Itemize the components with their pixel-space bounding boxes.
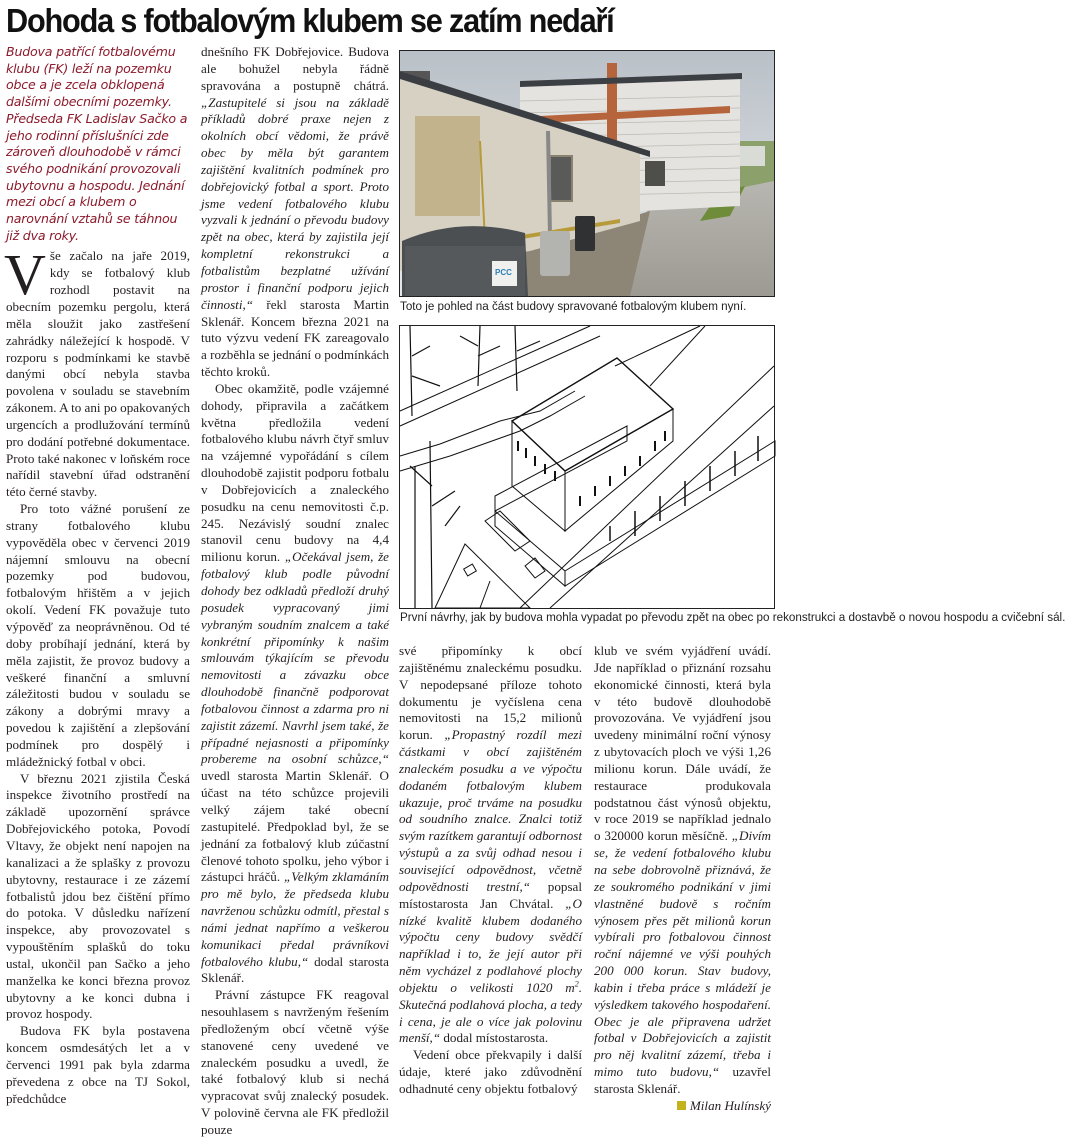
paragraph: klub ve svém vyjádření uvádí. Jde například o přiznání rozsahu ekonomické činnosti, která byla v této budově dlouhodobě provozována. Ve vyjádření jsou uvedeny minimální roční výnosy z ubytovacích ploch ve výši 1,26 milionu korun. Dále uvádí, že restaurace produkovala podstatnou část výnosů objektu, v roce 2019 se například jednalo o 320000 korun měsíčně. „Divím se, že vedení fotbalového klubu na sebe dobrovolně přiznává, že ze soukromého podnikání v jimi vlastněné budově s ročním výnosem přes pět milionů korun vybírali pro fotbalovou činnost roční nájemné ve výši pouhých 200 000 korun. Stav budovy, kabin i třeba práce s mládeží je výsledkem takového hospodaření. Obec je ale připravena udržet fotbal v Dobřejovicích a zajistit pro něj kvalitní zázemí, třeba i mimo tuto budovu,“ uzavřel starosta Sklenář. Milan Hulínský (594, 643, 771, 1113)
quote: . Skutečná podlahová plocha, a tedy i cena, je ale o více jak polovinu menší,“ (399, 979, 582, 1046)
author-signature (677, 1098, 771, 1115)
paragraph: dnešního FK Dobřejovice. Budova ale bohužel nebyla řádně spravována a postupně chátrá. „Zastupitelé si jsou na základě příkladů dobré praxe nejen z okolních obcí vědomi, že právě obec by měla být garantem zajištění kvalitních podmínek pro dobřejovický fotbal a sport. Proto jsme vedení fotbalového klubu vyzvali k jednání o převodu budovy zpět na obec, která by zajistila její kompletní rekonstrukci a fotbalistům bezplatné užívání prostor i finanční podporu jejich činnosti,“ řekl starosta Martin Sklenář. Koncem března 2021 na tuto výzvu vedení FK zareagovalo a rozběhla se jednání o podmínkách těchto kroků. (201, 44, 389, 380)
quote: „O nízké kvalitě klubem dodaného výpočtu ceny budovy svědčí například i to, že její autor při něm vycházel z podlahové plochy objektu o velikosti 1020 m (399, 895, 582, 995)
bin-logo: PCC (495, 268, 512, 277)
paragraph: V březnu 2021 zjistila Česká inspekce životního prostředí na základě upozornění správce Dobřejovického potoka, Povodí Vltavy, že objekt není napojen na kanalizaci a že splašky z provozu ubytovny, restaurace i ze zázemí fotbalistů jdou bez čištění přímo do potoka. V důsledku nařízení inspekce, aby provozovatel s vypouštěním splašků do toku ustal, ukončil pan Sačko a jeho manželka ke konci března provoz ubytovny a ke konci dubna i provoz hospody. (6, 770, 190, 1022)
building-sketch-image (400, 326, 774, 608)
quote: „Velkým zklamáním pro mě bylo, že předseda klubu navrženou schůzku odmítl, přestal s námi jednat napřímo a veškerou komunikaci předal právníkovi fotbalového klubu,“ (201, 869, 389, 969)
drop-cap: V (4, 242, 46, 308)
article-column-2 (201, 44, 389, 1139)
article-column-1 (6, 44, 190, 1107)
paragraph: Budova FK byla postavena koncem osmdesátých let a v červenci 1991 pak byla zdarma převedena z obce na TJ Sokol, předchůdce (6, 1023, 190, 1106)
paragraph: Pro toto vážné porušení ze strany fotbalového klubu vypověděla obec v červenci 2019 nájemní smlouvu na obecní pozemky pod budovou, fotbalovým hřištěm a v jejich okolí. Vedení FK považuje tuto výpověď za neoprávněnou. Od té doby probíhají jednání, která by měla zajistit, že provoz budovy a veškeré finanční a smluvní záležitosti budou v souladu se zákony a dobrými mravy a povedou k zajištění a zlepšování podmínek pro dospělý i mládežnický fotbal v obci. (6, 501, 190, 769)
article-column-4 (594, 643, 771, 1115)
paragraph: Obec okamžitě, podle vzájemné dohody, připravila a začátkem května předložila vedení fotbalového klubu návrh čtyř smluv na vzájemné vypořádání s cílem dlouhodobě zajistit podporu fotbalu v Dobřejovicích a znaleckého posudku na cenu nemovitosti č.p. 245. Nezávislý soudní znalec stanovil cenu budovy na 4,4 milionu korun. „Očekával jsem, že fotbalový klub podle původní dohody bez odkladů předloží druhý posudek vypracovaný jimi vybraným soudním znalcem a také konkrétní připomínky k našim smlouvám týkajícím se převodu nemovitosti a závazku obce dlouhodobě finančně podporovat fotbalovou činnost a zdarma pro ni zajistit zázemí. Navrhl jsem také, že případné nejasnosti a připomínky probereme na osobní schůzce,“ uvedl starosta Martin Sklenář. O účast na této schůzce projevili velký zájem také obecní zastupitelé. Předpoklad byl, že se jednání za fotbalový klub zúčastní členové tohoto spolku, jeho výbor i zástupci hráčů. „Velkým zklamáním pro mě bylo, že předseda klubu navrženou schůzku odmítl, přestal s námi jednat napřímo a veškerou komunikaci předal právníkovi fotbalového klubu,“ dodal starosta Sklenář. (201, 380, 389, 986)
architectural-drawing (399, 325, 775, 609)
author-name: Milan Hulínský (689, 1097, 771, 1113)
article-lead: Budova patřící fotbalovému klubu (FK) leží na pozemku obce a je zcela obklopená dalšími obecními pozemky. Předseda FK Ladislav Sačko a jeho rodinní příslušníci zde zároveň dlouhodobě v rámci svého podnikání provozovali ubytovnu a hospodu. Jednání mezi obcí a klubem o narovnání vztahů se táhnou již dva roky. (6, 44, 188, 243)
paragraph: Právní zástupce FK reagoval nesouhlasem s navrženým řešením předloženým obcí včetně výše stanovené ceny uvedené ve znaleckém posudku a uvedl, že také fotbalový klub si nechá vypracovat svůj znalecký posudek. V polovině června ale FK předložil pouze (201, 987, 389, 1137)
paragraph: Vedení obce překvapily i další údaje, které jako zdůvodnění odhadnuté ceny objektu fotbalový (399, 1047, 582, 1096)
quote: „Zastupitelé si jsou na základě příkladů dobré praxe nejen z okolních obcí vědomi, že právě obec by měla být garantem zajištění kvalitních podmínek pro dobřejovický fotbal a sport. Proto jsme vedení fotbalového klubu vyzvali k jednání o převodu budovy zpět na obec, která by zajistila její kompletní rekonstrukci a fotbalistům bezplatné užívání prostor i finanční podporu jejich činnosti,“ (201, 94, 389, 312)
building-photo (399, 50, 775, 297)
quote: „Divím se, že vedení fotbalového klubu na sebe dobrovolně přiznává, že ze soukromého podnikání v jimi vlastněné budově s ročním výnosem přes pět milionů korun vybírali pro fotbalovou činnost roční nájemné ve výši pouhých 200 000 korun. Stav budovy, kabin i třeba práce s mládeží je výsledkem takového hospodaření. Obec je ale připravena udržet fotbal v Dobřejovicích a zajistit pro něj kvalitní zázemí, třeba i mimo tuto budovu,“ (594, 828, 771, 1080)
building-photo-image (400, 51, 774, 296)
article-column-3 (399, 643, 582, 1098)
superscript: 2 (574, 979, 579, 989)
author-mark-icon (677, 1101, 686, 1110)
article-headline: Dohoda s fotbalovým klubem se zatím nedaří (6, 2, 614, 39)
paragraph: Vše začalo na jaře 2019, kdy se fotbalový klub rozhodl postavit na obecním pozemku pergolu, která měla sloužit jako zastřešení zahrádky náležející k hospodě. V rozporu s podmínkami ke stavbě danými obcí nebyla stavba povolena v souladu se stavebním zákonem. A to ani po opakovaných urgencích a prodlužování termínů pro dodání potřebné dokumentace. Proto také nakonec v loňském roce nařídil stavební úřad odstranění této černé stavby. (4, 242, 190, 500)
quote: „Propastný rozdíl mezi částkami v obcí zajištěném znaleckém posudku a ve výpočtu dodaném fotbalovým klubem ukazuje, proč trváme na posudku od soudního znalce. Znalci totiž svým razítkem garantují odbornost výstupů a za svůj odhad nesou i související odpovědnost, včetně odpovědnosti trestní,“ (399, 727, 582, 894)
photo-caption: Toto je pohled na část budovy spravované fotbalovým klubem nyní. (400, 299, 747, 313)
paragraph: své připomínky k obcí zajištěnému znaleckému posudku. V nepodepsané příloze tohoto dokumentu je vyčíslena cena nemovitosti na 15,2 milionů korun. „Propastný rozdíl mezi částkami v obcí zajištěném znaleckém posudku a ve výpočtu dodaném fotbalovým klubem ukazuje, proč trváme na posudku od soudního znalce. Znalci totiž svým razítkem garantují odbornost výstupů a za svůj odhad nesou i související odpovědnost, včetně odpovědnosti trestní,“ popsal místostarosta Jan Chvátal. „O nízké kvalitě klubem dodaného výpočtu ceny budovy svědčí například i to, že její autor při něm vycházel z podlahové plochy objektu o velikosti 1020 $m^2$. Skutečná podlahová plocha, a tedy i cena, je ale o více jak polovinu menší,“ dodal místostarosta. (399, 643, 582, 1046)
drawing-caption: První návrhy, jak by budova mohla vypadat po převodu zpět na obec po rekonstrukci a dostavbě o novou hospodu a cvičební sál. (400, 610, 1065, 624)
quote: „Očekával jsem, že fotbalový klub podle původní dohody bez odkladů předloží druhý posudek vypracovaný jimi vybraným soudním znalcem a také konkrétní připomínky k našim smlouvám týkajícím se převodu nemovitosti a závazku obce dlouhodobě finančně podporovat fotbalovou činnost a zdarma pro ni zajistit zázemí. Navrhl jsem také, že případné nejasnosti a připomínky probereme na osobní schůzce,“ (201, 549, 389, 767)
